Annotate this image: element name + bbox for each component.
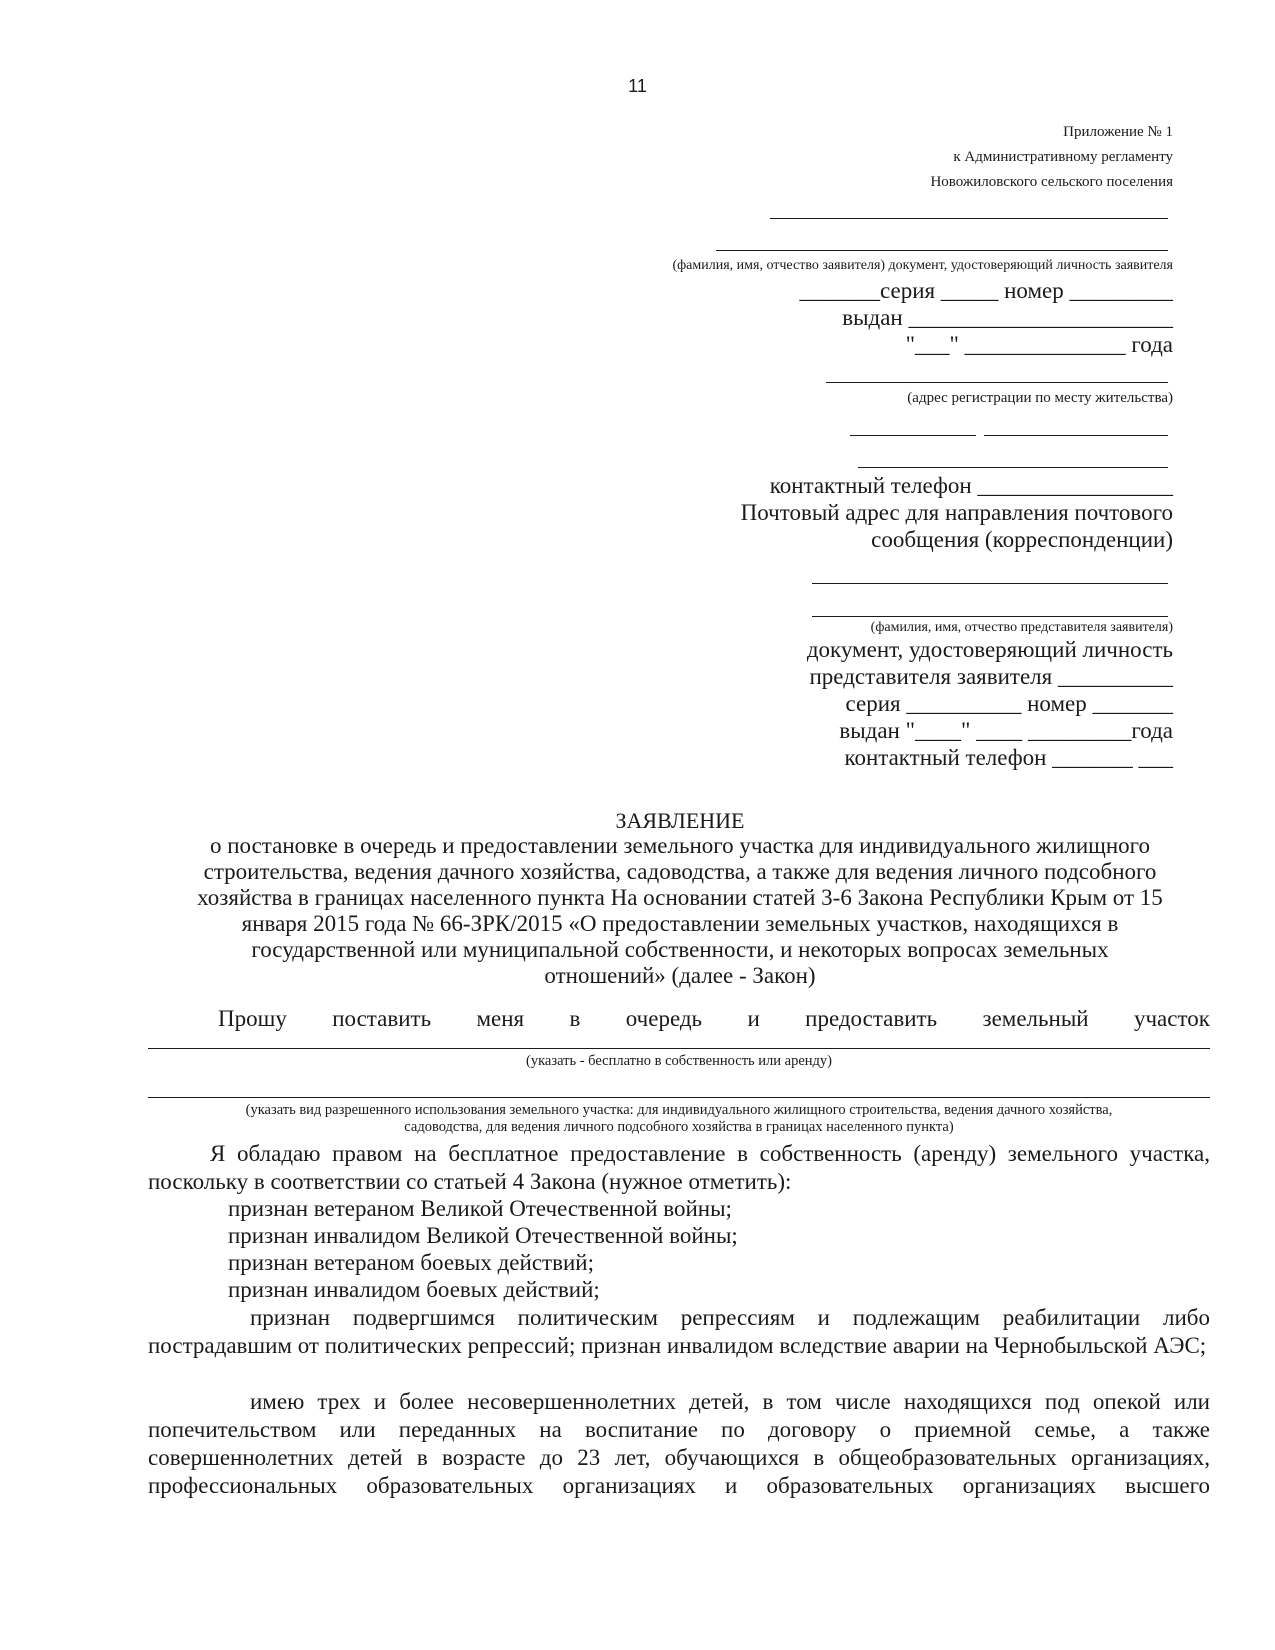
address-blank-line-2a [850,435,976,436]
postal-address-line-1: Почтовый адрес для направления почтового [740,500,1173,525]
request-word: земельный [982,1006,1089,1031]
request-row [218,1006,1210,1032]
request-blank-line-2 [148,1097,1210,1098]
representative-name-caption: (фамилия, имя, отчество представителя заявителя) [870,620,1173,635]
checkbox-item [228,1223,738,1249]
statement-subtitle-5: государственной или муниципальной собственности, и некоторых вопросах земельных [251,937,1109,962]
statement-subtitle-1: о постановке в очередь и предоставлении земельного участка для индивидуального жилищного [209,833,1151,858]
applicant-name-caption: (фамилия, имя, отчество заявителя) документ, удостоверяющий личность заявителя [672,258,1173,273]
statement-subtitle-2: строительства, ведения дачного хозяйства, садоводства, а также для ведения личного подсобного [203,859,1157,884]
statement-subtitle-6: отношений» (далее - Закон) [544,963,816,988]
appendix-line-3: Новожиловского сельского поселения [930,174,1173,190]
applicant-blank-line-1 [770,218,1168,219]
statement-subtitle-4: января 2015 года № 66-ЗРК/2015 «О предоставлении земельных участков, находящихся в [241,911,1119,936]
checkbox-item [228,1196,732,1222]
request-word: меня [476,1006,525,1031]
request-blank-line-1 [148,1048,1210,1049]
statement-heading: ЗАЯВЛЕНИЕ [615,808,745,833]
address-blank-line-3 [858,467,1168,468]
representative-doc-line-1: документ, удостоверяющий личность [806,637,1173,662]
checkbox-item-label: признан подвергшимся политическим репрессиям и подлежащим реабилитации либо пострадавшим от политических репрессий; признан инвалидом вследствие аварии на Чернобыльской АЭС; [148,1305,1210,1358]
representative-phone-row: контактный телефон _______ ___ [844,745,1173,770]
request-word: в [569,1006,581,1031]
checkbox-item-repression [148,1304,1210,1360]
checkbox-item-children [148,1388,1210,1500]
checkbox-item-label: признан инвалидом боевых действий; [228,1277,600,1302]
applicant-issued-row: выдан _______________________ [842,305,1173,330]
request-use-caption-2: садоводства, для ведения личного подсобного хозяйства в границах населенного пункта) [404,1119,954,1135]
applicant-series-row: _______серия _____ номер _________ [799,278,1173,303]
checkbox-item-label: признан ветераном боевых действий; [228,1250,594,1275]
representative-series-row: серия __________ номер _______ [845,691,1173,716]
request-word: предоставить [805,1006,938,1031]
page-number: 11 [628,76,647,96]
checkbox-item-label: признан ветераном Великой Отечественной войны; [228,1196,732,1221]
address-blank-line [826,382,1168,383]
checkbox-item-label: имею трех и более несовершеннолетних детей, в том числе находящихся под опекой или попечительством или переданных на воспитание по договору о приемной семье, а также совершеннолетних детей в возрасте до 23 лет, обучающихся в общеобразовательных организациях, профессиональных образовательных организациях и образовательных организациях высшего [148,1389,1210,1498]
request-type-caption: (указать - бесплатно в собственность или аренду) [526,1053,832,1069]
appendix-line-2: к Административному регламенту [953,149,1173,165]
request-word: поставить [332,1006,432,1031]
postal-blank-line [812,583,1168,584]
request-use-caption-1: (указать вид разрешенного использования земельного участка: для индивидуального жилищного строительства, ведения дачного хозяйства, [245,1102,1113,1118]
representative-doc-line-2: представителя заявителя __________ [809,664,1173,689]
appendix-line-1: Приложение № 1 [1063,124,1173,140]
representative-issued-row: выдан "____" ____ _________года [839,718,1173,743]
checkbox-item [228,1277,600,1303]
request-word: Прошу [218,1006,287,1031]
right-paragraph: Я обладаю правом на бесплатное предоставление в собственность (аренду) земельного участка, поскольку в соответствии со статьей 4 Закона (нужное отметить): [148,1141,1210,1194]
address-blank-line-2b [984,435,1168,436]
address-caption: (адрес регистрации по месту жительства) [907,390,1173,406]
representative-blank-line [812,616,1168,617]
applicant-phone-row: контактный телефон _________________ [769,473,1173,498]
checkbox-item [228,1250,594,1276]
statement-subtitle-3: хозяйства в границах населенного пункта На основании статей 3-6 Закона Республики Крым от 15 [197,885,1163,910]
checkbox-item-label: признан инвалидом Великой Отечественной войны; [228,1223,738,1248]
applicant-blank-line-2 [716,250,1168,251]
applicant-date-row: "___" ______________ года [905,332,1173,357]
postal-address-line-2: сообщения (корреспонденции) [871,527,1173,552]
request-word: участок [1133,1006,1210,1031]
request-word: и [747,1006,760,1031]
request-word: очередь [625,1006,703,1031]
